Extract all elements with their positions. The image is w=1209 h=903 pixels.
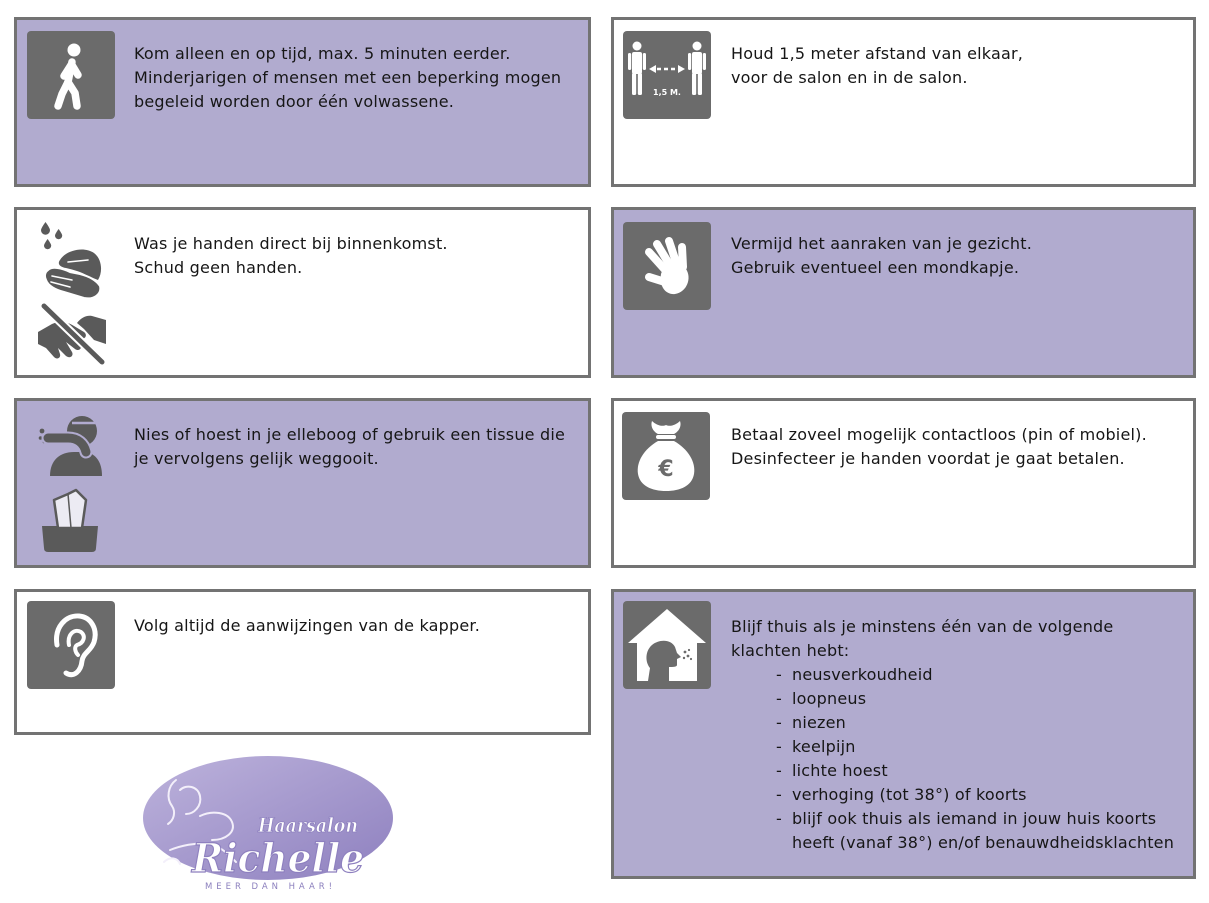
list-dash: -: [776, 665, 782, 684]
rule-text-line: Minderjarigen of mensen met een beperking mogen: [134, 68, 562, 87]
walking-person-icon: [27, 31, 115, 119]
tissue-box-icon: [40, 488, 100, 552]
rule-text: [134, 423, 565, 471]
symptom-text: neusverkoudheid: [792, 665, 933, 684]
rule-card-sneeze-elbow: [14, 398, 591, 568]
rule-text-line: Schud geen handen.: [134, 258, 303, 277]
rule-text-line: Houd 1,5 meter afstand van elkaar,: [731, 44, 1024, 63]
rule-text-line: klachten hebt:: [731, 641, 850, 660]
money-bag-icon: [622, 412, 710, 500]
symptom-item: [776, 711, 1187, 735]
rule-text-line: je vervolgens gelijk weggooit.: [134, 449, 379, 468]
list-dash: -: [776, 809, 782, 828]
symptom-text: verhoging (tot 38°) of koorts: [792, 785, 1027, 804]
ear-icon: [27, 601, 115, 689]
list-dash: -: [776, 737, 782, 756]
social-distance-icon: [623, 31, 711, 119]
rule-text: [134, 614, 480, 638]
rule-text-line: Blijf thuis als je minstens één van de volgende: [731, 617, 1114, 636]
rule-text: [134, 232, 448, 280]
symptom-item: [776, 759, 1187, 783]
rule-card-stay-home: [611, 589, 1196, 879]
distance-label: 1,5 M.: [653, 88, 681, 97]
hand-washing-icon: [38, 220, 104, 300]
stay-home-icon: [623, 601, 711, 689]
rule-text-line: Betaal zoveel mogelijk contactloos (pin of mobiel).: [731, 425, 1147, 444]
logo-name-main: Richelle: [191, 835, 364, 882]
symptom-item: [776, 735, 1187, 759]
salon-logo: [140, 750, 400, 896]
symptom-item: [776, 687, 1187, 711]
rule-card-contactless-payment: [611, 398, 1196, 568]
rule-card-follow-hairdresser: [14, 589, 591, 735]
symptom-item: [776, 807, 1187, 855]
rule-text: [731, 423, 1147, 471]
symptom-list: [776, 663, 1187, 855]
hand-icon: [623, 222, 711, 310]
rule-card-arrive-alone: [14, 17, 591, 187]
symptom-text: loopneus: [792, 689, 867, 708]
symptom-item: [776, 663, 1187, 687]
symptom-text: keelpijn: [792, 737, 856, 756]
rule-text: [731, 42, 1023, 90]
rule-text-line: Vermijd het aanraken van je gezicht.: [731, 234, 1033, 253]
rule-text-line: Nies of hoest in je elleboog of gebruik een tissue die: [134, 425, 566, 444]
sneeze-elbow-icon: [38, 410, 102, 476]
rule-text-line: Volg altijd de aanwijzingen van de kapper.: [134, 616, 480, 635]
list-dash: -: [776, 689, 782, 708]
rule-text-line: voor de salon en in de salon.: [731, 68, 968, 87]
rule-text: [731, 232, 1032, 280]
rule-text: [731, 615, 1187, 855]
list-dash: -: [776, 785, 782, 804]
rule-card-distance: [611, 17, 1196, 187]
rule-card-wash-hands: [14, 207, 591, 378]
symptom-item: [776, 783, 1187, 807]
logo-name-top: Haarsalon: [257, 813, 358, 837]
euro-symbol: €: [658, 457, 674, 482]
symptom-text: blijf ook thuis als iemand in jouw huis koorts heeft (vanaf 38°) en/of benauwdheidsklachten: [792, 809, 1175, 852]
symptom-text: lichte hoest: [792, 761, 888, 780]
rule-text-line: Desinfecteer je handen voordat je gaat betalen.: [731, 449, 1125, 468]
rule-text-line: Was je handen direct bij binnenkomst.: [134, 234, 448, 253]
rule-card-no-face-touching: [611, 207, 1196, 378]
no-handshake-icon: [36, 302, 108, 366]
logo-tagline: MEER DAN HAAR!: [205, 882, 332, 892]
rule-text-line: begeleid worden door één volwassene.: [134, 92, 455, 111]
symptom-text: niezen: [792, 713, 847, 732]
rule-text-line: Kom alleen en op tijd, max. 5 minuten eerder.: [134, 44, 511, 63]
rule-text-line: Gebruik eventueel een mondkapje.: [731, 258, 1020, 277]
list-dash: -: [776, 713, 782, 732]
list-dash: -: [776, 761, 782, 780]
rule-text: [134, 42, 561, 114]
